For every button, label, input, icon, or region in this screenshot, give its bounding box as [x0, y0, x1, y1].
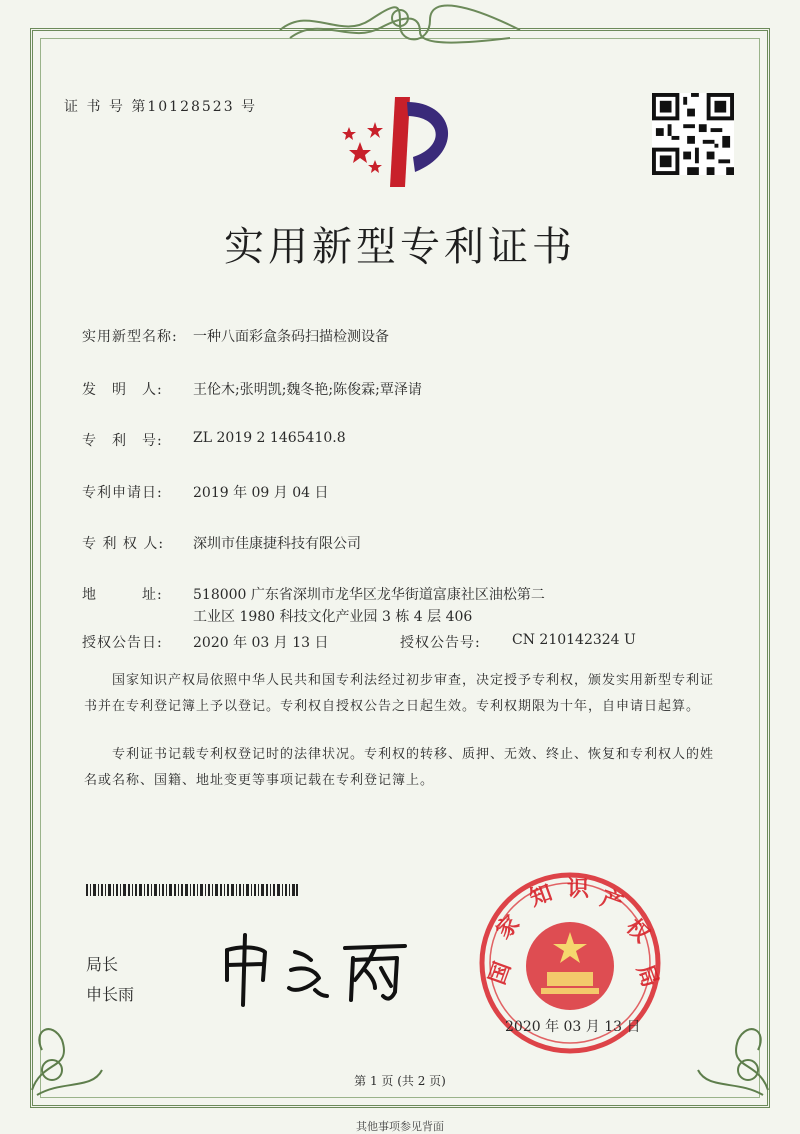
svg-text:识: 识 — [567, 877, 590, 902]
certificate-number: 证 书 号 第10128523 号 — [64, 99, 258, 115]
page-number: 第 1 页 (共 2 页) — [354, 1074, 446, 1088]
patentee-label: 专 利 权 人: — [82, 536, 165, 552]
filing-date-label: 专利申请日: — [82, 485, 163, 501]
bottom-note: 其他事项参见背面 — [356, 1120, 444, 1133]
top-ornament — [270, 0, 530, 46]
seal-date: 2020 年 03 月 13 日 — [505, 1019, 641, 1035]
cnipa-logo — [335, 92, 465, 192]
address-line-1: 518000 广东省深圳市龙华区龙华街道富康社区油松第二 — [193, 587, 545, 603]
utility-model-name-value: 一种八面彩盒条码扫描检测设备 — [193, 329, 389, 345]
certificate-title: 实用新型专利证书 — [224, 224, 576, 270]
grant-date-value: 2020 年 03 月 13 日 — [193, 635, 329, 651]
filing-date-value: 2019 年 09 月 04 日 — [193, 485, 329, 501]
svg-text:国: 国 — [485, 958, 517, 989]
address-label: 地 址: — [82, 587, 163, 603]
address-line-2: 工业区 1980 科技文化产业园 3 栋 4 层 406 — [193, 609, 473, 625]
grant-number-label: 授权公告号: — [400, 635, 481, 651]
barcode — [86, 884, 298, 896]
grant-number-value: CN 210142324 U — [512, 632, 636, 648]
patentee-value: 深圳市佳康捷科技有限公司 — [193, 536, 361, 552]
svg-text:家: 家 — [491, 910, 525, 945]
legal-paragraph-1: 国家知识产权局依照中华人民共和国专利法经过初步审查，决定授予专利权，颁发实用新型专利证书并在专利登记簿上予以登记。专利权自授权公告之日起生效。专利权期限为十年，自申请日起算。 — [84, 673, 715, 714]
svg-text:权: 权 — [620, 914, 655, 948]
inventor-value: 王伦木;张明凯;魏冬艳;陈俊霖;覃泽请 — [193, 382, 422, 398]
svg-text:产: 产 — [596, 886, 627, 918]
svg-text:知: 知 — [526, 880, 556, 912]
director-title: 局长 — [86, 955, 119, 974]
patent-number-value: ZL 2019 2 1465410.8 — [193, 430, 346, 446]
utility-model-name-label: 实用新型名称: — [82, 329, 178, 345]
director-name: 申长雨 — [86, 985, 135, 1004]
patent-number-label: 专 利 号: — [82, 433, 163, 449]
handwritten-signature — [215, 930, 415, 1010]
svg-text:局: 局 — [631, 961, 663, 991]
legal-paragraph-2: 专利证书记载专利权登记时的法律状况。专利权的转移、质押、无效、终止、恢复和专利权人的姓名或名称、国籍、地址变更等事项记载在专利登记簿上。 — [84, 747, 715, 788]
inventor-label: 发 明 人: — [82, 382, 163, 398]
qr-code — [652, 93, 734, 175]
grant-date-label: 授权公告日: — [82, 635, 163, 651]
